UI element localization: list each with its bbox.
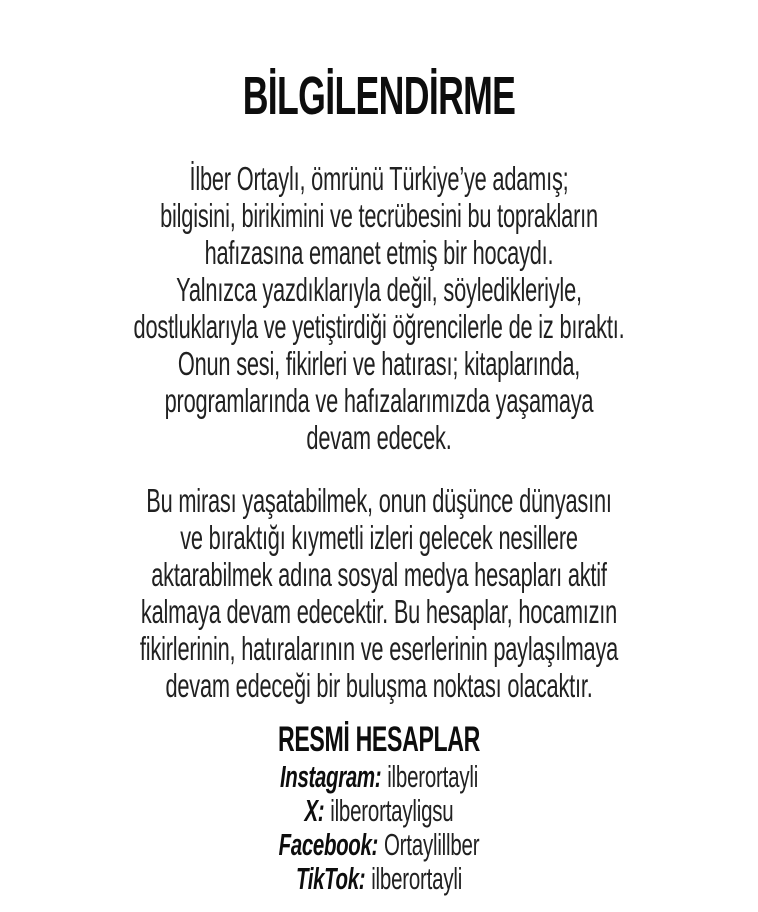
account-handle: Ortaylillber bbox=[383, 827, 480, 862]
text-line: devam edecek. bbox=[306, 419, 452, 456]
account-x bbox=[0, 794, 758, 828]
text-line: fikirlerinin, hatıralarının ve eserlerinin paylaşılmaya bbox=[139, 630, 619, 667]
text-line: devam edeceği bir buluşma noktası olacaktır. bbox=[165, 667, 593, 704]
text-line: Bu mirası yaşatabilmek, onun düşünce dünyasını bbox=[146, 482, 612, 519]
text-line: Yalnızca yazdıklarıyla değil, söyledikleriyle, bbox=[176, 271, 582, 308]
text-line: Onun sesi, fikirleri ve hatırası; kitaplarında, bbox=[177, 345, 581, 382]
account-facebook bbox=[0, 828, 758, 862]
account-platform-label: TikTok: bbox=[295, 861, 366, 896]
account-handle: ilberortayli bbox=[371, 861, 463, 896]
text-line: İlber Ortaylı, ömrünü Türkiye’ye adamış; bbox=[189, 160, 569, 197]
official-accounts-heading: RESMİ HESAPLAR bbox=[277, 720, 481, 759]
text-line: ve bıraktığı kıymetli izleri gelecek nesillere bbox=[180, 519, 578, 556]
text-line: dostluklarıyla ve yetiştirdiği öğrencilerle de iz bıraktı. bbox=[133, 308, 625, 345]
account-platform-label: Instagram: bbox=[279, 759, 382, 794]
paragraph-social-media bbox=[0, 482, 758, 704]
text-line: programlarında ve hafızalarımızda yaşamaya bbox=[164, 382, 594, 419]
account-instagram bbox=[0, 760, 758, 794]
account-handle: ilberortayli bbox=[387, 759, 479, 794]
text-line: bilgisini, birikimini ve tecrübesini bu toprakların bbox=[160, 197, 598, 234]
account-platform-label: Facebook: bbox=[278, 827, 378, 862]
page-title: BİLGİLENDİRME bbox=[242, 66, 516, 126]
paragraph-legacy bbox=[0, 160, 758, 456]
text-line: aktarabilmek adına sosyal medya hesapları aktif bbox=[151, 556, 607, 593]
account-platform-label: X: bbox=[304, 793, 325, 828]
account-tiktok bbox=[0, 862, 758, 896]
text-line: hafızasına emanet etmiş bir hocaydı. bbox=[204, 234, 554, 271]
account-handle: ilberortayligsu bbox=[330, 793, 454, 828]
official-accounts-section bbox=[0, 720, 758, 896]
text-line: kalmaya devam edecektir. Bu hesaplar, hocamızın bbox=[140, 593, 618, 630]
